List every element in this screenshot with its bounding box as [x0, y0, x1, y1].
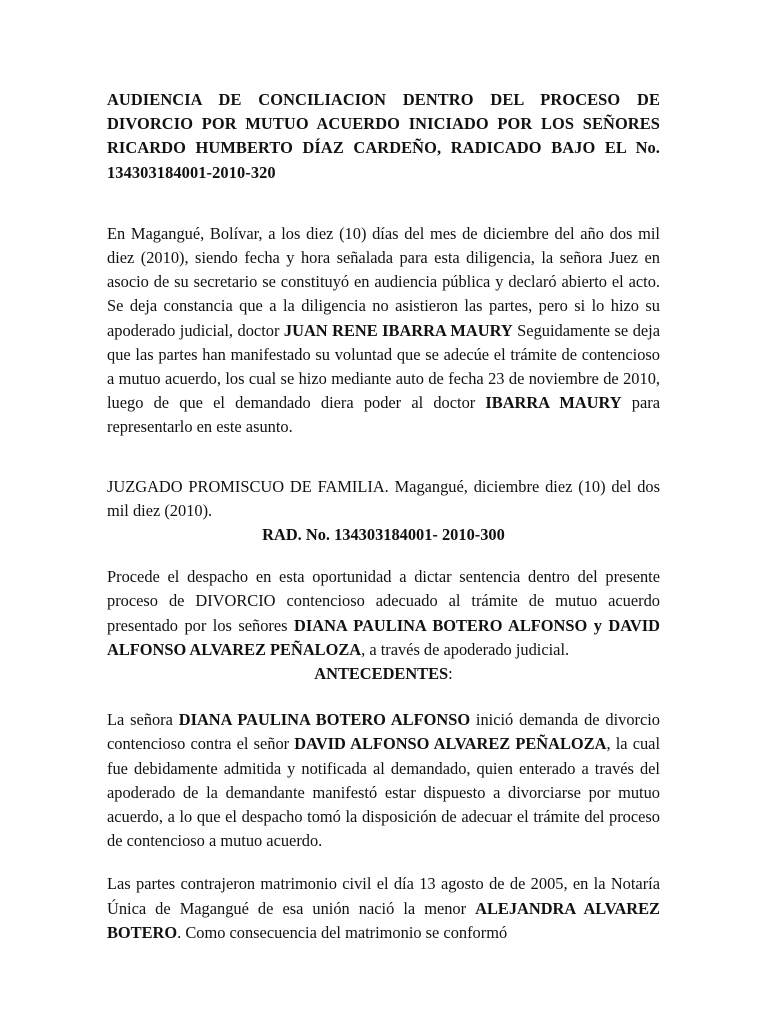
attorney-surname: IBARRA MAURY: [485, 393, 622, 413]
child-name: ALEJANDRA ALVAREZ BOTERO: [107, 898, 660, 942]
antecedentes-label: ANTECEDENTES: [314, 664, 449, 684]
paragraph-juzgado: JUZGADO PROMISCUO DE FAMILIA. Magangué, diciembre diez (10) del dos mil diez (2010).: [107, 476, 660, 520]
paragraph-text: para representarlo en este asunto.: [107, 393, 660, 437]
paragraph-text: . Como consecuencia del matrimonio se conformó: [177, 922, 508, 942]
paragraph-text: Las partes contrajeron matrimonio civil el día 13 agosto de de 2005, en la Notaría Única de Magangué de esa unión nació la menor: [107, 874, 660, 918]
plaintiff-name: DIANA PAULINA BOTERO ALFONSO: [178, 710, 471, 730]
paragraph-text: , a través de apoderado judicial.: [361, 639, 570, 659]
paragraph-audiencia: [107, 222, 660, 440]
document-title: AUDIENCIA DE CONCILIACION DENTRO DEL PROCESO DE DIVORCIO POR MUTUO ACUERDO INICIADO POR LOS SEÑORES RICARDO HUMBERTO DÍAZ CARDEÑO, RADICADO BAJO EL No. 134303184001-2010-320: [107, 90, 660, 182]
document-page: [107, 88, 660, 945]
paragraph-text: , la cual fue debidamente admitida y notificada al demandado, quien enterado a través del apoderado de la demandante manifestó estar dispuesto a divorciarse por mutuo acuerdo, a lo que el despacho tomó la disposición de adecuar el trámite del proceso de contencioso a mutuo acuerdo.: [107, 734, 661, 851]
paragraph-text: La señora: [107, 710, 179, 730]
parties-names: DIANA PAULINA BOTERO ALFONSO y DAVID ALFONSO ALVAREZ PEÑALOZA: [107, 615, 660, 659]
paragraph-text: En Magangué, Bolívar, a los diez (10) días del mes de diciembre del año dos mil diez (2010), siendo fecha y hora señalada para esta diligencia, la señora Juez en asocio de su secretario se constituyó en audiencia pública y declaró abierto el acto. Se deja constancia que a la diligencia no asistieron las partes, pero si lo hizo su apoderado judicial, doctor: [107, 223, 660, 340]
paragraph-procede: [107, 565, 660, 662]
paragraph-text: Procede el despacho en esta oportunidad a dictar sentencia dentro del presente proceso de DIVORCIO contencioso adecuado al trámite de mutuo acuerdo presentado por los señores: [107, 567, 660, 635]
antecedentes-colon: :: [448, 664, 453, 684]
paragraph-text: inició demanda de divorcio contencioso contra el señor: [107, 710, 660, 754]
paragraph-matrimonio: [107, 872, 660, 945]
paragraph-antecedentes: [107, 708, 660, 853]
defendant-name: DAVID ALFONSO ALVAREZ PEÑALOZA: [294, 734, 607, 754]
paragraph-text: Seguidamente se deja que las partes han manifestado su voluntad que se adecúe el trámite de contencioso a mutuo acuerdo, los cual se hizo mediante auto de fecha 23 de noviembre de 2010, luego de que el demandado diera poder al doctor: [107, 320, 660, 413]
attorney-name: JUAN RENE IBARRA MAURY: [283, 320, 513, 340]
radicado-heading: RAD. No. 134303184001- 2010-300: [262, 525, 505, 545]
antecedentes-heading: [107, 662, 660, 686]
